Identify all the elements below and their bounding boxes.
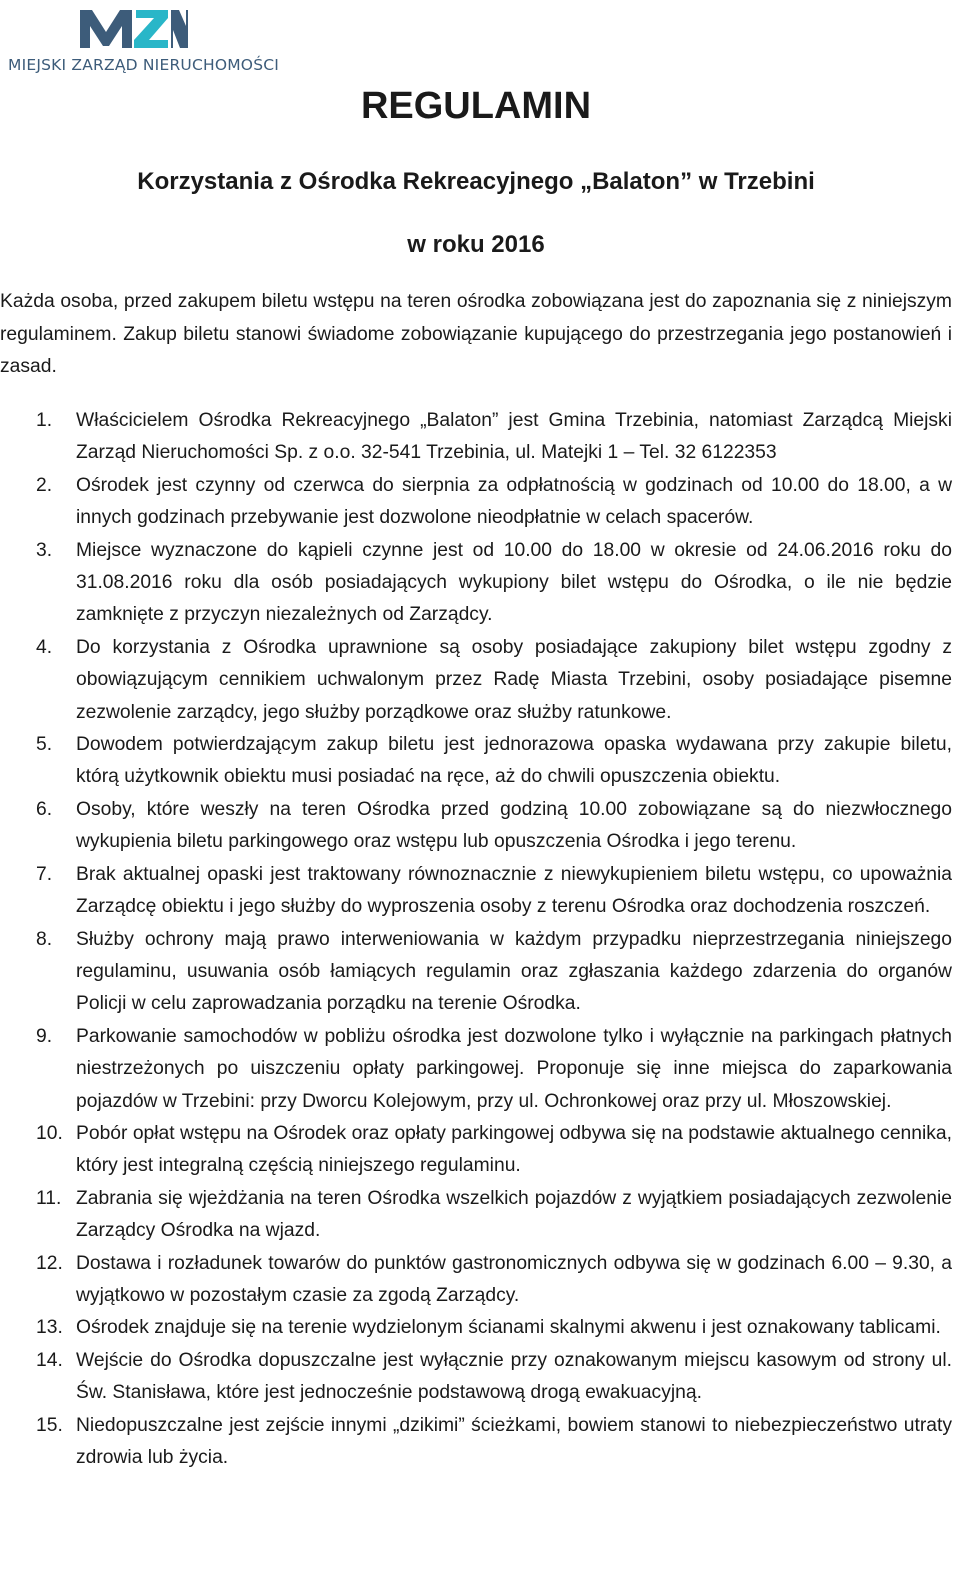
rule-item bbox=[0, 535, 952, 632]
rule-item bbox=[0, 1345, 952, 1410]
rule-number: 9. bbox=[36, 1025, 53, 1047]
rule-item bbox=[0, 1248, 952, 1313]
rule-text: Niedopuszczalne jest zejście innymi „dzikimi” ścieżkami, bowiem stanowi to niebezpieczeństwo utraty zdrowia lub życia. bbox=[76, 1414, 952, 1468]
intro-paragraph: Każda osoba, przed zakupem biletu wstępu na teren ośrodka zobowiązana jest do zapoznania się z niniejszym regulaminem. Zakup biletu stanowi świadome zobowiązanie kupującego do przestrzegania jego postanowień i zasad. bbox=[0, 291, 952, 377]
rule-item bbox=[0, 1312, 952, 1344]
rule-item bbox=[0, 632, 952, 729]
rule-number: 8. bbox=[36, 928, 53, 950]
rule-number: 13. bbox=[36, 1317, 63, 1339]
rule-item bbox=[0, 470, 952, 535]
rule-text: Dostawa i rozładunek towarów do punktów gastronomicznych odbywa się w godzinach 6.00 – 9.30, a wyjątkowo w pozostałym czasie za zgodą Zarządcy. bbox=[76, 1252, 952, 1306]
logo-letter-n bbox=[171, 10, 188, 48]
rule-item bbox=[0, 859, 952, 924]
rule-item bbox=[0, 1021, 952, 1118]
mzn-logo-mark bbox=[8, 8, 188, 54]
rule-item bbox=[0, 924, 952, 1021]
rule-item bbox=[0, 1410, 952, 1475]
rule-text: Parkowanie samochodów w pobliżu ośrodka jest dozwolone tylko i wyłącznie na parkingach płatnych niestrzeżonych po uiszczeniu opłaty parkingowej. Proponuje się inne miejsca do zaparkowania pojazdów w Trzebini: przy Dworcu Kolejowym, przy ul. Ochronkowej oraz przy ul. Młoszowskiej. bbox=[76, 1025, 952, 1112]
rule-number: 11. bbox=[36, 1187, 62, 1209]
logo-letter-m bbox=[80, 10, 132, 48]
document-subtitle: Korzystania z Ośrodka Rekreacyjnego „Balaton” w Trzebini bbox=[137, 168, 815, 195]
rule-text: Pobór opłat wstępu na Ośrodek oraz opłaty parkingowej odbywa się na podstawie aktualnego cennika, który jest integralną częścią niniejszego regulaminu. bbox=[76, 1122, 952, 1177]
logo-subtitle: MIEJSKI ZARZĄD NIERUCHOMOŚCI bbox=[8, 56, 280, 74]
rule-text: Zabrania się wjeżdżania na teren Ośrodka wszelkich pojazdów z wyjątkiem posiadających zezwolenie Zarządcy Ośrodka na wjazd. bbox=[76, 1187, 952, 1242]
rule-number: 10. bbox=[36, 1122, 63, 1144]
rule-text: Służby ochrony mają prawo interweniowania w każdym przypadku nieprzestrzegania niniejszego regulaminu, usuwania osób łamiących regulamin oraz zgłaszania każdego zdarzenia do organów Policji w celu zaprowadzania porządku na terenie Ośrodka. bbox=[76, 928, 952, 1015]
rule-text: Wejście do Ośrodka dopuszczalne jest wyłącznie przy oznakowanym miejscu kasowym od strony ul. Św. Stanisława, które jest jednocześnie podstawową drogą ewakuacyjną. bbox=[76, 1349, 952, 1404]
rule-text: Dowodem potwierdzającym zakup biletu jest jednorazowa opaska wydawana przy zakupie biletu, którą użytkownik obiektu musi posiadać na ręce, aż do chwili opuszczenia obiektu. bbox=[76, 734, 952, 788]
mzn-logo bbox=[8, 8, 280, 74]
rule-text: Do korzystania z Ośrodka uprawnione są osoby posiadające zakupiony bilet wstępu zgodny z obowiązującym cennikiem uchwalonym przez Radę Miasta Trzebini, osoby posiadające pisemne zezwolenie zarządcy, jego służby porządkowe oraz służby ratunkowe. bbox=[76, 636, 952, 723]
rule-text: Właścicielem Ośrodka Rekreacyjnego „Balaton” jest Gmina Trzebinia, natomiast Zarządcą Miejski Zarząd Nieruchomości Sp. z o.o. 32-541 Trzebinia, ul. Matejki 1 – Tel. 32 6122353 bbox=[76, 410, 952, 464]
rule-text: Osoby, które weszły na teren Ośrodka przed godziną 10.00 zobowiązane są do niezwłocznego wykupienia biletu parkingowego oraz wstępu lub opuszczenia Ośrodka i jego terenu. bbox=[76, 798, 952, 853]
rule-item bbox=[0, 1118, 952, 1183]
document-title: REGULAMIN bbox=[360, 85, 592, 127]
rule-text: Brak aktualnej opaski jest traktowany równoznacznie z niewykupieniem biletu wstępu, co upoważnia Zarządcę obiektu i jego służby do wyproszenia osoby z terenu Ośrodka oraz dochodzenia roszczeń. bbox=[76, 863, 952, 918]
rule-text: Ośrodek znajduje się na terenie wydzielonym ścianami skalnymi akwenu i jest oznakowany tablicami. bbox=[76, 1317, 941, 1339]
document-year: w roku 2016 bbox=[407, 231, 545, 258]
rule-text: Ośrodek jest czynny od czerwca do sierpnia za odpłatnością w godzinach od 10.00 do 18.00, a w innych godzinach przebywanie jest dozwolone nieodpłatnie w celach spacerów. bbox=[76, 474, 952, 529]
rule-number: 15. bbox=[36, 1414, 63, 1436]
rule-item bbox=[0, 794, 952, 859]
rule-number: 1. bbox=[36, 410, 53, 431]
rule-number: 12. bbox=[36, 1252, 63, 1274]
rule-number: 2. bbox=[36, 474, 53, 496]
rule-item bbox=[0, 405, 952, 470]
logo-letter-z bbox=[134, 10, 168, 48]
rule-number: 6. bbox=[36, 798, 53, 820]
rules-list bbox=[0, 405, 952, 1474]
rule-item bbox=[0, 729, 952, 794]
rule-number: 4. bbox=[36, 636, 53, 658]
rule-item bbox=[0, 1183, 952, 1248]
rule-number: 14. bbox=[36, 1349, 63, 1371]
rule-text: Miejsce wyznaczone do kąpieli czynne jest od 10.00 do 18.00 w okresie od 24.06.2016 roku do 31.08.2016 roku dla osób posiadających wykupiony bilet wstępu do Ośrodka, o ile nie będzie zamknięte z przyczyn niezależnych od Zarządcy. bbox=[76, 539, 952, 626]
rule-number: 7. bbox=[36, 863, 53, 885]
rule-number: 3. bbox=[36, 539, 53, 561]
rule-number: 5. bbox=[36, 734, 53, 756]
